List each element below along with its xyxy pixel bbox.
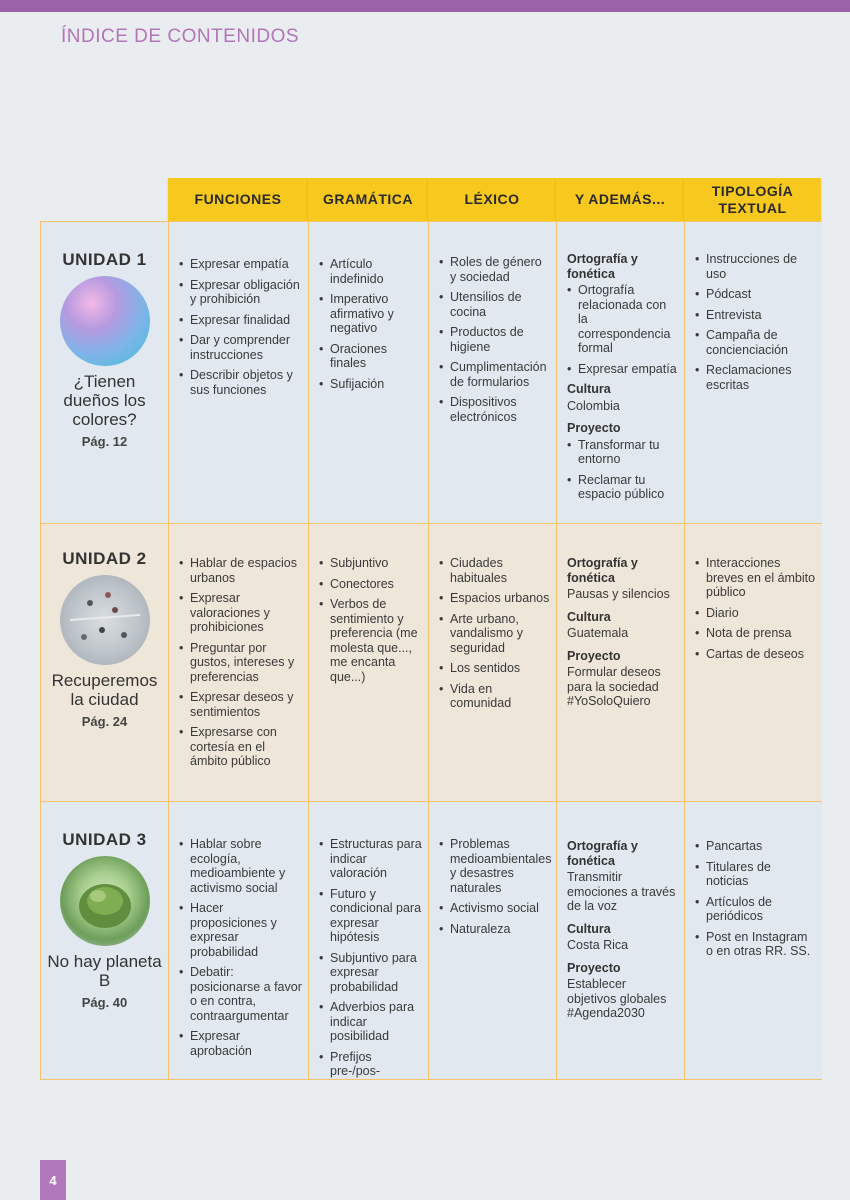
unit-page: Pág. 40 xyxy=(81,994,128,1010)
list-item: • Diario xyxy=(695,606,816,621)
funciones-cell xyxy=(169,524,309,802)
unit-row-2 xyxy=(40,523,822,802)
unit-title: ¿Tienen dueños los colores? xyxy=(63,371,146,429)
list-item: • Imperativo afirmativo y negativo xyxy=(319,292,422,336)
list-item: • Naturaleza xyxy=(439,922,550,937)
list-item: • Entrevista xyxy=(695,308,816,323)
list-item: • Post en Instagram o en otras RR. SS. xyxy=(695,930,816,959)
list-item: • Roles de género y sociedad xyxy=(439,255,550,284)
list-item: • Prefijos pre-/pos- xyxy=(319,1050,422,1079)
list-item: • Campaña de concienciación xyxy=(695,328,816,357)
list-item: • Cumplimentación de formularios xyxy=(439,360,550,389)
list-item: • Dispositivos electrónicos xyxy=(439,395,550,424)
list-item: • Adverbios para indicar posibilidad xyxy=(319,1000,422,1044)
list-item: • Instrucciones de uso xyxy=(695,252,816,281)
ademas-cell xyxy=(557,802,685,1079)
list-item: • Debatir: posicionarse a favor o en contra, contraargumentar xyxy=(179,965,302,1023)
section-heading: Proyecto xyxy=(567,960,621,975)
gramatica-cell xyxy=(309,222,429,524)
proyecto-text: Establecer objetivos globales #Agenda2030 xyxy=(567,977,667,1020)
list-item: • Arte urbano, vandalismo y seguridad xyxy=(439,612,550,656)
list-item: • Reclamaciones escritas xyxy=(695,363,816,392)
list-item: • Activismo social xyxy=(439,901,550,916)
section-heading: Cultura xyxy=(567,921,611,936)
unit-row-3 xyxy=(40,801,822,1080)
ortografia-text: Transmitir emociones a través de la voz xyxy=(567,870,676,913)
header-funciones: FUNCIONES xyxy=(168,178,308,221)
list-item: • Transformar tu entorno xyxy=(567,438,678,467)
list-item: • Expresar obligación y prohibición xyxy=(179,278,302,307)
section-heading: Proyecto xyxy=(567,648,621,663)
cultura-text: Costa Rica xyxy=(567,938,629,952)
list-item: • Ciudades habituales xyxy=(439,556,550,585)
list-item: • Artículo indefinido xyxy=(319,257,422,286)
header-ademas: Y ADEMÁS... xyxy=(556,178,684,221)
list-item: • Los sentidos xyxy=(439,661,550,676)
cultura-text: Guatemala xyxy=(567,626,629,640)
list-item: • Futuro y condicional para expresar hipótesis xyxy=(319,887,422,945)
header-gramatica: GRAMÁTICA xyxy=(308,178,428,221)
list-item: • Expresar empatía xyxy=(179,257,302,272)
unit-3-image xyxy=(60,856,150,946)
list-item: • Expresar aprobación xyxy=(179,1029,302,1058)
ortografia-text: Pausas y silencios xyxy=(567,587,670,601)
list-item: • Expresarse con cortesía en el ámbito público xyxy=(179,725,302,769)
unit-1-image xyxy=(60,276,150,366)
page-number: 4 xyxy=(40,1160,66,1200)
unit-page: Pág. 24 xyxy=(81,713,128,729)
gramatica-cell xyxy=(309,524,429,802)
planet-icon xyxy=(60,856,150,946)
unit-cell xyxy=(41,524,169,802)
lexico-cell xyxy=(429,222,557,524)
list-item: • Problemas medioambientales y desastres naturales xyxy=(439,837,550,895)
list-item: • Pódcast xyxy=(695,287,816,302)
list-item: • Expresar deseos y sentimientos xyxy=(179,690,302,719)
list-item: • Expresar empatía xyxy=(567,362,678,377)
unit-label: UNIDAD 1 xyxy=(62,250,147,269)
list-item: • Artículos de periódicos xyxy=(695,895,816,924)
unit-2-image xyxy=(60,575,150,665)
unit-label: UNIDAD 2 xyxy=(62,549,147,568)
list-item: • Preguntar por gustos, intereses y preferencias xyxy=(179,641,302,685)
list-item: • Hablar de espacios urbanos xyxy=(179,556,302,585)
lexico-cell xyxy=(429,802,557,1079)
page-title: ÍNDICE DE CONTENIDOS xyxy=(61,26,300,47)
list-item: • Verbos de sentimiento y preferencia (me molesta que..., me encanta que...) xyxy=(319,597,422,684)
section-heading: Ortografía y fonética xyxy=(567,556,638,585)
header-lexico: LÉXICO xyxy=(428,178,556,221)
lexico-cell xyxy=(429,524,557,802)
list-item: • Titulares de noticias xyxy=(695,860,816,889)
ademas-cell xyxy=(557,222,685,524)
list-item: • Cartas de deseos xyxy=(695,647,816,662)
unit-cell xyxy=(41,222,169,524)
section-heading: Cultura xyxy=(567,609,611,624)
list-item: • Espacios urbanos xyxy=(439,591,550,606)
list-item: • Reclamar tu espacio público xyxy=(567,473,678,502)
list-item: • Subjuntivo para expresar probabilidad xyxy=(319,951,422,995)
list-item: • Expresar finalidad xyxy=(179,313,302,328)
unit-cell xyxy=(41,802,169,1079)
section-heading: Ortografía y fonética xyxy=(567,839,638,868)
people-icon xyxy=(60,575,150,665)
list-item: • Ortografía relacionada con la correspondencia formal xyxy=(567,283,678,356)
list-item: • Subjuntivo xyxy=(319,556,422,571)
unit-title: No hay planeta B xyxy=(47,951,162,990)
proyecto-text: Formular deseos para la sociedad #YoSoloQuiero xyxy=(567,665,661,708)
list-item: • Sufijación xyxy=(319,377,422,392)
contents-table xyxy=(40,178,821,1078)
tipologia-cell xyxy=(685,802,822,1079)
list-item: • Interacciones breves en el ámbito público xyxy=(695,556,816,600)
ademas-cell xyxy=(557,524,685,802)
list-item: • Expresar valoraciones y prohibiciones xyxy=(179,591,302,635)
tipologia-cell xyxy=(685,222,822,524)
list-item: • Estructuras para indicar valoración xyxy=(319,837,422,881)
list-item: • Oraciones finales xyxy=(319,342,422,371)
unit-title: Recuperemos la ciudad xyxy=(51,670,158,709)
header-tipologia: TIPOLOGÍA TEXTUAL xyxy=(684,178,821,221)
list-item: • Hablar sobre ecología, medioambiente y activismo social xyxy=(179,837,302,895)
funciones-cell xyxy=(169,222,309,524)
tipologia-cell xyxy=(685,524,822,802)
list-item: • Pancartas xyxy=(695,839,816,854)
list-item: • Describir objetos y sus funciones xyxy=(179,368,302,397)
list-item: • Hacer proposiciones y expresar probabilidad xyxy=(179,901,302,959)
list-item: • Utensilios de cocina xyxy=(439,290,550,319)
gramatica-cell xyxy=(309,802,429,1079)
funciones-cell xyxy=(169,802,309,1079)
section-heading: Cultura xyxy=(567,382,611,396)
top-color-bar xyxy=(0,0,850,12)
section-heading: Proyecto xyxy=(567,421,621,435)
list-item: • Dar y comprender instrucciones xyxy=(179,333,302,362)
unit-label: UNIDAD 3 xyxy=(62,830,147,849)
list-item: • Productos de higiene xyxy=(439,325,550,354)
unit-row-1 xyxy=(40,221,822,524)
list-item: • Vida en comunidad xyxy=(439,682,550,711)
list-item: • Conectores xyxy=(319,577,422,592)
cultura-text: Colombia xyxy=(567,398,620,413)
section-heading: Ortografía y fonética xyxy=(567,252,638,281)
list-item: • Nota de prensa xyxy=(695,626,816,641)
unit-page: Pág. 12 xyxy=(81,433,128,449)
